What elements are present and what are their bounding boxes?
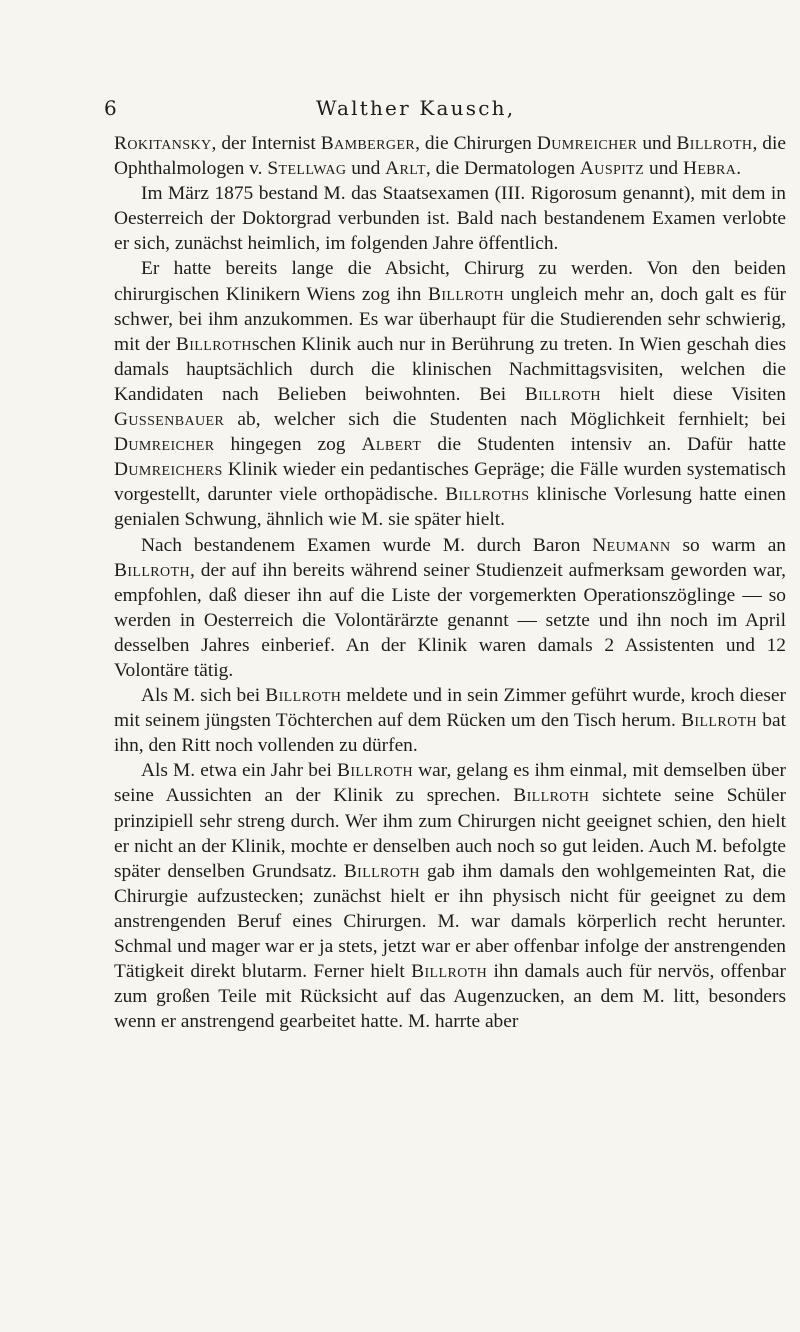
person-name: Billroth xyxy=(337,760,414,782)
person-name: Auspitz xyxy=(579,158,645,180)
text-run: und xyxy=(644,158,683,180)
person-name: Gussenbauer xyxy=(114,409,225,431)
person-name: Neumann xyxy=(592,534,671,556)
person-name: Dumreicher xyxy=(536,133,638,154)
person-name: Billroth xyxy=(411,961,488,983)
person-name: Arlt xyxy=(385,158,426,180)
text-run: ungleich mehr an, doch galt es für schwer, bei ihm anzukommen. Es war überhaupt für die Studierenden sehr schwierig, mit der xyxy=(114,283,786,355)
text-run: , der Internist xyxy=(211,133,321,154)
body-text xyxy=(114,131,786,1034)
person-name: Rokitansky xyxy=(114,133,212,154)
text-run: Er hatte bereits lange die Absicht, Chirurg zu werden. Von den beiden chirurgischen Klinikern Wiens zog ihn xyxy=(114,258,786,305)
text-run: , die Dermatologen xyxy=(425,158,580,180)
paragraph xyxy=(114,683,786,758)
text-run: gab ihm damals den wohlgemeinten Rat, die Chirurgie aufzustecken; zunächst hielt er ihn physisch nicht für geeignet zu dem anstrengenden Beruf eines Chirurgen. M. war damals körperlich recht herunter. Schmal und mager war er ja stets, jetzt war er aber offenbar infolge der anstrengenden Tätigkeit direkt blutarm. Ferner hielt xyxy=(114,860,786,983)
text-run: Im März 1875 bestand M. das Staatsexamen (III. Rigorosum genannt), mit dem in Oesterreich der Doktorgrad verbunden ist. Bald nach bestandenem Examen verlobte er sich, zunächst heimlich, im folgenden Jahre öffentlich. xyxy=(114,183,786,255)
person-name: Billroth xyxy=(428,283,505,305)
text-run: hielt diese Visiten xyxy=(600,383,786,405)
text-run: sichtete seine Schüler prinzipiell sehr streng durch. Wer ihm zum Chirurgen nicht geeignet schien, den hielt er nicht an der Klinik, mochte er denselben auch noch so gut leiden. Auch M. befolgte später denselben Grundsatz. xyxy=(114,785,786,882)
text-run: , die Ophthalmologen v. xyxy=(114,133,786,180)
text-run: Als M. etwa ein Jahr bei xyxy=(141,760,338,782)
person-name: Billroth xyxy=(513,785,590,807)
person-name: Billroth xyxy=(114,559,191,581)
paragraph xyxy=(114,533,786,684)
text-run: . xyxy=(736,158,742,180)
person-name: Hebra xyxy=(682,158,737,180)
text-run: , die Chirurgen xyxy=(415,133,537,154)
text-run: hingegen zog xyxy=(214,434,362,456)
person-name: Stellwag xyxy=(267,158,347,180)
text-run: Klinik wieder ein pedantisches Gepräge; die Fälle wurden systematisch vorgestellt, darunter viele orthopädische. xyxy=(114,459,786,506)
page-header xyxy=(104,96,724,126)
person-name: Billroth xyxy=(681,710,758,732)
person-name: Dumreichers xyxy=(114,459,223,481)
person-name: Billroth xyxy=(265,685,342,707)
text-run: bat ihn, den Ritt noch vollenden zu dürfen. xyxy=(114,710,786,757)
text-run: und xyxy=(346,158,386,180)
text-run: klinische Vorlesung hatte einen genialen Schwung, ähnlich wie M. sie später hielt. xyxy=(114,484,786,531)
text-run: meldete und in sein Zimmer geführt wurde, kroch dieser mit seinem jüngsten Töchterchen auf dem Rücken um den Tisch herum. xyxy=(114,685,786,732)
person-name: Bamberger xyxy=(320,133,416,154)
person-name: Billroth xyxy=(343,860,420,882)
text-run: ihn damals auch für nervös, offenbar zum großen Teile mit Rücksicht auf das Augenzucken, an dem M. litt, besonders wenn er anstrengend gearbeitet hatte. M. harrte aber xyxy=(114,961,786,1033)
person-name: Albert xyxy=(361,434,422,456)
text-run: Nach bestandenem Examen wurde M. durch Baron xyxy=(141,534,593,556)
paragraph xyxy=(114,256,786,532)
person-name: Billroth xyxy=(676,133,753,154)
text-run: schen Klinik auch nur in Berührung zu treten. In Wien geschah dies damals hauptsächlich durch die klinischen Nachmittagsvisiten, welchen die Kandidaten nach Belieben beiwohnten. Bei xyxy=(114,333,787,405)
text-run: ab, welcher sich die Studenten nach Möglichkeit fernhielt; bei xyxy=(224,409,786,431)
paragraph xyxy=(114,758,786,1034)
text-run: , der auf ihn bereits während seiner Studienzeit aufmerksam geworden war, empfohlen, daß dieser ihn auf die Liste der vorgemerkten Operationszöglinge — so werden in Oesterreich die Volontärärzte genannt — setzte und ihn noch im April desselben Jahres einberief. An der Klinik waren damals 2 Assistenten und 12 Volontäre tätig. xyxy=(114,559,786,681)
text-run: Als M. sich bei xyxy=(141,685,266,707)
text-run: und xyxy=(637,133,677,154)
text-run: war, gelang es ihm einmal, mit demselben über seine Aussichten an der Klinik zu sprechen. xyxy=(114,760,786,807)
person-name: Billroth xyxy=(524,383,601,405)
paragraph xyxy=(114,181,786,256)
person-name: Billroths xyxy=(445,484,530,506)
person-name: Dumreicher xyxy=(114,434,215,456)
text-run: so warm an xyxy=(670,534,786,556)
paragraph xyxy=(114,131,786,181)
page-number: 6 xyxy=(104,96,117,120)
text-run: die Studenten intensiv an. Dafür hatte xyxy=(421,434,786,456)
person-name: Billroth xyxy=(175,333,252,355)
running-head: Walther Kausch, xyxy=(316,96,516,120)
